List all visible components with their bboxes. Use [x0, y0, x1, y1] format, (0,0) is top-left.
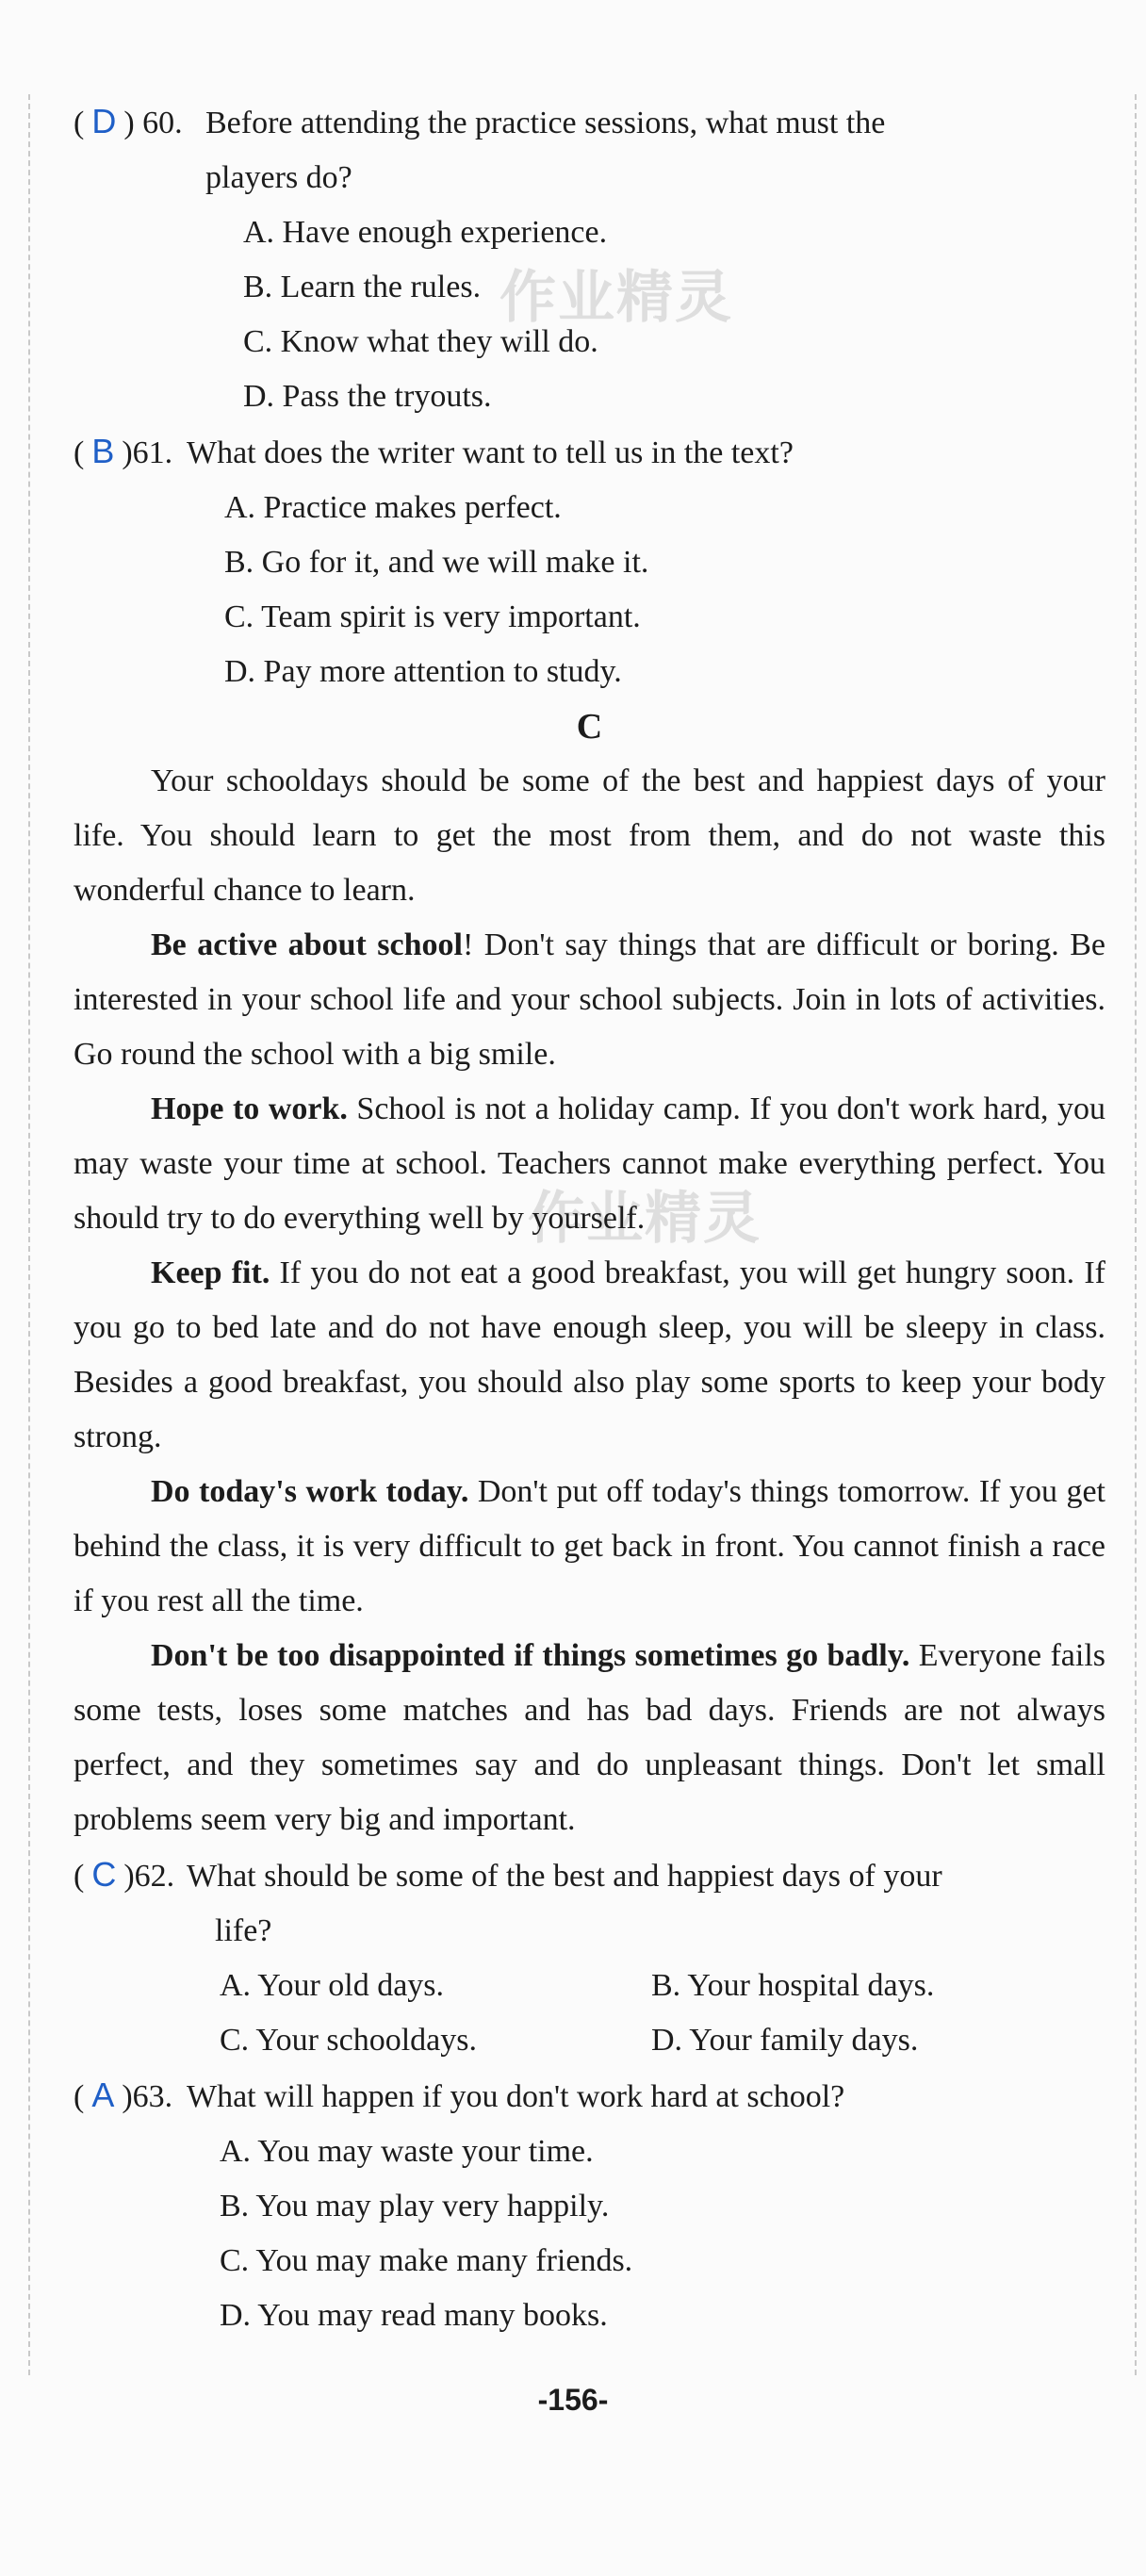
question-61 [74, 424, 1105, 699]
option-c: C. Team spirit is very important. [224, 599, 641, 634]
passage-paragraph-5 [74, 1465, 1105, 1629]
question-stem-cont: life? [215, 1913, 272, 1948]
passage-paragraph-2 [74, 918, 1105, 1082]
answer-slot: ( D ) 60. [74, 102, 183, 140]
answer-letter: C [91, 1855, 117, 1894]
option-b: B. Go for it, and we will make it. [224, 545, 649, 580]
option-c: C. Know what they will do. [243, 324, 598, 359]
paragraph-heading: Hope to work. [151, 1091, 348, 1126]
question-60 [74, 94, 1105, 424]
page-content [74, 94, 1105, 2343]
option-a: A. You may waste your time. [220, 2134, 594, 2169]
paragraph-body: School is not a holiday camp. If you don't work hard, you may waste your time at school. Teachers cannot make everything perfect. You should try to do everything well by yourself. [74, 1091, 1106, 1236]
option-c: C. You may make many friends. [220, 2243, 633, 2278]
answer-slot: ( B )61. [74, 432, 173, 470]
answer-letter: D [91, 102, 117, 140]
option-c: C. Your schooldays. [220, 2023, 477, 2058]
passage-paragraph-6 [74, 1629, 1105, 1847]
option-b: B. Your hospital days. [651, 1968, 935, 2003]
question-stem: What does the writer want to tell us in the text? [187, 435, 794, 470]
watermark: 作业精灵 [528, 1186, 761, 1252]
option-row [74, 1959, 1105, 2013]
left-margin-line [28, 94, 30, 2375]
paragraph-body: If you do not eat a good breakfast, you will get hungry soon. If you go to bed late and do not have enough sleep, you will be sleepy in class. Besides a good breakfast, you should also play some sports to keep your body strong. [74, 1255, 1105, 1454]
paragraph-heading: Don't be too disappointed if things sometimes go badly. [151, 1638, 910, 1673]
section-title: C [576, 707, 603, 747]
option-d: D. You may read many books. [220, 2298, 608, 2333]
question-number: 63. [132, 2079, 173, 2114]
paragraph-body: ! Don't say things that are difficult or boring. Be interested in your school life and your school subjects. Join in lots of activities. Go round the school with a big smile. [74, 927, 1105, 1072]
question-stem: What will happen if you don't work hard at school? [187, 2079, 845, 2114]
question-stem: Before attending the practice sessions, what must the [205, 106, 886, 140]
option-a: A. Practice makes perfect. [224, 490, 562, 525]
option-a: A. Your old days. [220, 1968, 445, 2003]
question-number: 61. [132, 435, 173, 470]
answer-slot: ( C )62. [74, 1855, 175, 1894]
paragraph-body: Everyone fails some tests, loses some matches and has bad days. Friends are not always perfect, and they sometimes say and do unpleasant things. Don't let small problems seem very big and important. [74, 1638, 1106, 1837]
option-d: D. Pass the tryouts. [243, 379, 492, 414]
option-row [74, 2013, 1105, 2068]
paragraph-heading: Keep fit. [151, 1255, 270, 1290]
question-stem: What should be some of the best and happiest days of your [187, 1859, 942, 1894]
option-b: B. You may play very happily. [220, 2189, 610, 2223]
passage-paragraph-3 [74, 1082, 1105, 1246]
watermark: 作业精灵 [499, 265, 733, 331]
paragraph-heading: Do today's work today. [151, 1474, 469, 1509]
option-a: A. Have enough experience. [243, 215, 608, 250]
answer-letter: A [91, 2076, 115, 2114]
page-number: -156- [537, 2383, 609, 2417]
answer-letter: B [91, 432, 115, 470]
question-stem-cont: players do? [205, 160, 352, 195]
paragraph-body: Don't put off today's things tomorrow. If you get behind the class, it is very difficult to get back in front. You cannot finish a race if you rest all the time. [74, 1474, 1105, 1618]
question-63 [74, 2068, 1105, 2343]
option-d: D. Pay more attention to study. [224, 654, 622, 689]
question-number: 60. [142, 106, 183, 140]
option-b: B. Learn the rules. [243, 270, 482, 304]
answer-slot: ( A )63. [74, 2076, 173, 2114]
question-number: 62. [134, 1859, 175, 1894]
option-d: D. Your family days. [651, 2023, 919, 2058]
question-62 [74, 1847, 1105, 2068]
passage-paragraph-1: Your schooldays should be some of the best and happiest days of your life. You should learn to get the most from them, and do not waste this wonderful chance to learn. [74, 763, 1105, 908]
paragraph-heading: Be active about school [151, 927, 463, 962]
passage-paragraph-4 [74, 1246, 1105, 1465]
right-margin-line [1135, 94, 1137, 2375]
